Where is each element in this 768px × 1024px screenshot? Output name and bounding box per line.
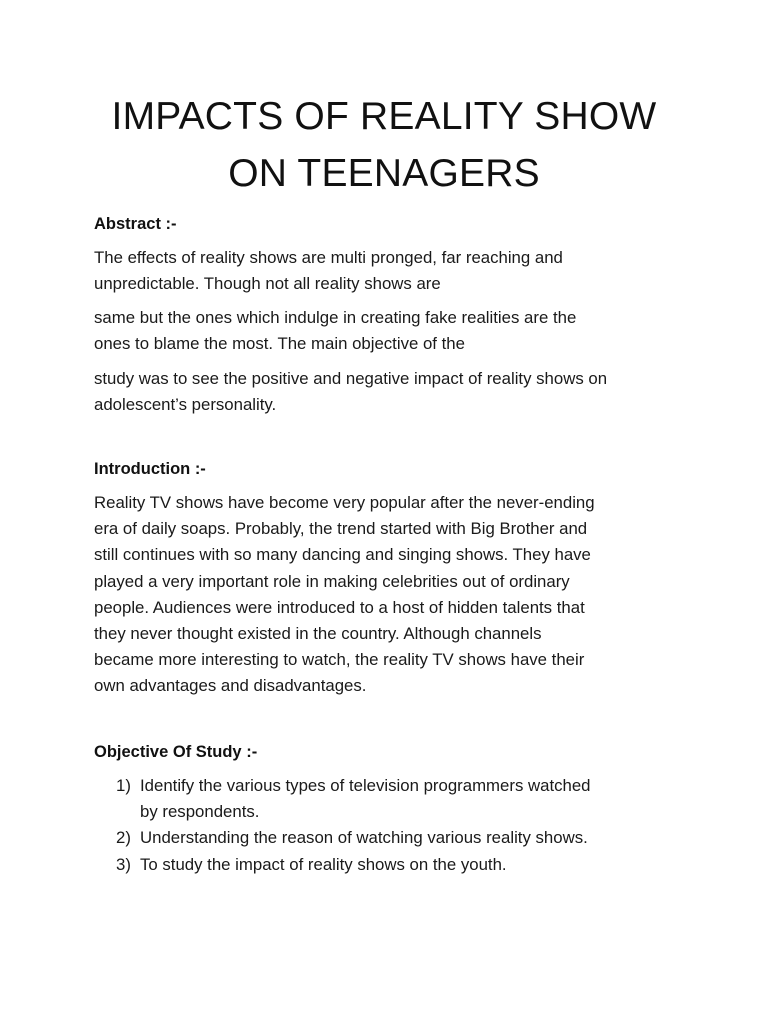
list-item (94, 825, 694, 851)
text-line: still continues with so many dancing and singing shows. They have (94, 545, 591, 565)
text-line: era of daily soaps. Probably, the trend started with Big Brother and (94, 519, 588, 539)
list-item-text: Identify the various types of television programmers watched (140, 776, 591, 795)
introduction-paragraph (94, 490, 694, 700)
list-number: 1) (116, 776, 131, 795)
text-line: adolescent’s personality. (94, 395, 277, 415)
objective-heading: Objective Of Study :- (94, 743, 258, 761)
text-line: people. Audiences were introduced to a host of hidden talents that (94, 597, 585, 617)
text-line: ones to blame the most. The main objective of the (94, 334, 465, 354)
list-number: 2) (116, 828, 131, 848)
text-line: unpredictable. Though not all reality shows are (94, 274, 441, 294)
list-item-text: by respondents. (140, 802, 260, 822)
list-item (94, 773, 694, 825)
title-line: IMPACTS OF REALITY SHOW (111, 95, 657, 138)
text-line: The effects of reality shows are multi pronged, far reaching and (94, 248, 563, 267)
abstract-paragraph-2 (94, 305, 694, 357)
objective-list (94, 773, 694, 878)
list-item-text: Understanding the reason of watching various reality shows. (140, 828, 588, 848)
document-title (60, 88, 708, 202)
abstract-paragraph-1 (94, 245, 694, 297)
list-item (94, 852, 694, 878)
text-line: became more interesting to watch, the reality TV shows have their (94, 650, 585, 670)
abstract-paragraph-3 (94, 366, 694, 418)
title-line: ON TEENAGERS (228, 152, 540, 195)
list-number: 3) (116, 854, 131, 874)
list-item-text: To study the impact of reality shows on the youth. (140, 854, 507, 874)
text-line: they never thought existed in the country. Although channels (94, 624, 542, 644)
introduction-heading: Introduction :- (94, 460, 206, 478)
text-line: own advantages and disadvantages. (94, 676, 367, 696)
text-line: played a very important role in making celebrities out of ordinary (94, 571, 570, 591)
abstract-heading: Abstract :- (94, 215, 177, 233)
text-line: same but the ones which indulge in creating fake realities are the (94, 308, 577, 327)
text-line: study was to see the positive and negative impact of reality shows on (94, 369, 608, 388)
text-line: Reality TV shows have become very popular after the never-ending (94, 493, 595, 512)
